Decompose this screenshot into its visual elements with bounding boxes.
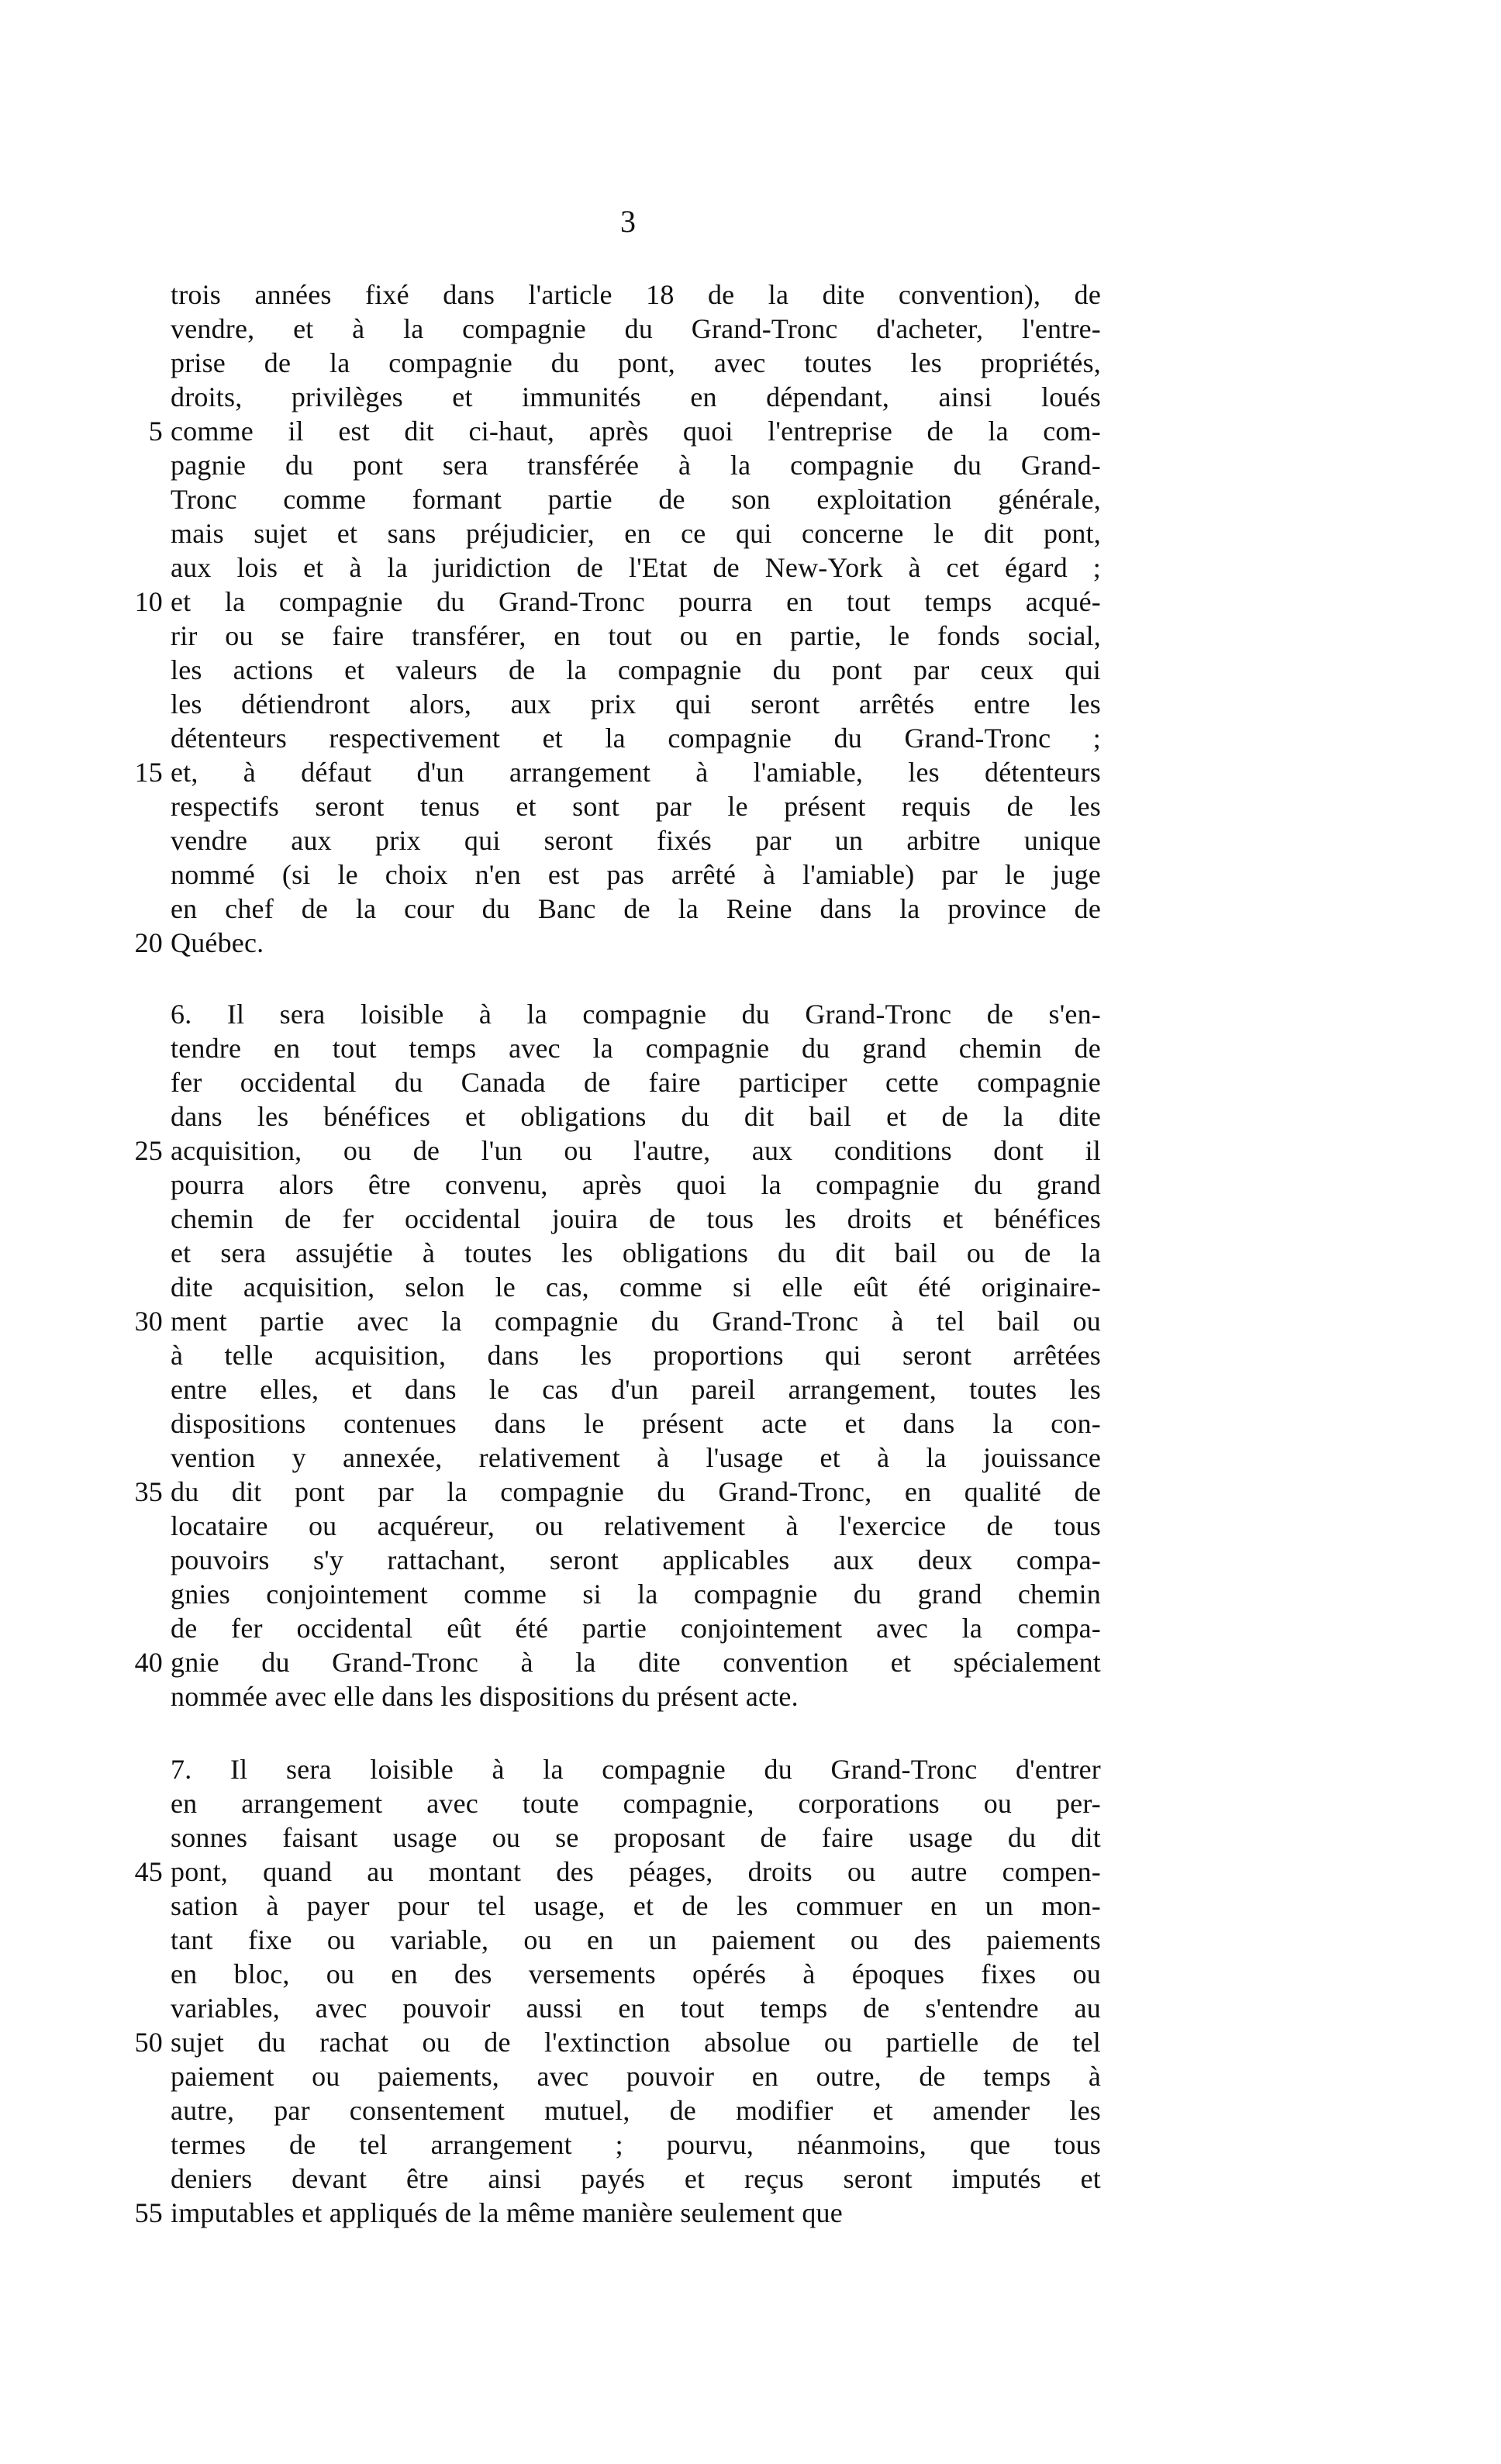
text-line bbox=[171, 1991, 1101, 2025]
text-line bbox=[134, 585, 1101, 619]
line-number: 5 bbox=[148, 416, 163, 447]
line-text: sonnes faisant usage ou se proposant de faire usage du dit bbox=[171, 1822, 1101, 1853]
text-line bbox=[171, 278, 1101, 312]
line-text: et, à défaut d'un arrangement à l'amiable, les détenteurs bbox=[171, 757, 1101, 788]
line-text: pourra alors être convenu, après quoi la compagnie du grand bbox=[171, 1169, 1101, 1200]
line-text: Tronc comme formant partie de son exploitation générale, bbox=[171, 484, 1101, 515]
line-text: dite acquisition, selon le cas, comme si elle eût été originaire- bbox=[171, 1272, 1101, 1303]
line-text: gnie du Grand-Tronc à la dite convention et spécialement bbox=[171, 1647, 1101, 1678]
line-text: dispositions contenues dans le présent acte et dans la con- bbox=[171, 1408, 1101, 1439]
text-line bbox=[171, 448, 1101, 482]
text-line bbox=[171, 653, 1101, 687]
text-line bbox=[171, 687, 1101, 721]
line-text: et sera assujétie à toutes les obligations du dit bail ou de la bbox=[171, 1237, 1101, 1268]
line-text: à telle acquisition, dans les proportions qui seront arrêtées bbox=[171, 1340, 1101, 1371]
line-text: chemin de fer occidental jouira de tous les droits et bénéfices bbox=[171, 1203, 1101, 1234]
line-text: en arrangement avec toute compagnie, corporations ou per- bbox=[171, 1788, 1101, 1819]
line-text: droits, privilèges et immunités en dépendant, ainsi loués bbox=[171, 381, 1101, 412]
text-line bbox=[171, 1611, 1101, 1645]
text-line bbox=[171, 1786, 1101, 1820]
line-text: du dit pont par la compagnie du Grand-Tronc, en qualité de bbox=[171, 1476, 1101, 1507]
text-line bbox=[171, 1372, 1101, 1406]
line-number: 20 bbox=[134, 927, 163, 958]
line-text: mais sujet et sans préjudicier, en ce qui concerne le dit pont, bbox=[171, 518, 1101, 549]
text-line bbox=[171, 1509, 1101, 1543]
text-line bbox=[171, 1236, 1101, 1270]
text-line bbox=[171, 789, 1101, 823]
line-text: comme il est dit ci-haut, après quoi l'entreprise de la com- bbox=[171, 416, 1101, 447]
line-text: locataire ou acquéreur, ou relativement à l'exercice de tous bbox=[171, 1510, 1101, 1541]
line-text: pagnie du pont sera transférée à la compagnie du Grand- bbox=[171, 450, 1101, 481]
line-text: et la compagnie du Grand-Tronc pourra en tout temps acqué- bbox=[171, 586, 1101, 617]
text-line bbox=[171, 2162, 1101, 2196]
line-number: 55 bbox=[134, 2197, 163, 2228]
line-text: acquisition, ou de l'un ou l'autre, aux conditions dont il bbox=[171, 1135, 1101, 1166]
text-line bbox=[171, 550, 1101, 585]
line-text: aux lois et à la juridiction de l'Etat de New-York à cet égard ; bbox=[171, 552, 1101, 583]
text-line bbox=[171, 858, 1101, 892]
line-number: 45 bbox=[134, 1856, 163, 1887]
text-line bbox=[171, 1168, 1101, 1202]
text-line bbox=[134, 1134, 1101, 1168]
line-text: vention y annexée, relativement à l'usage et à la jouissance bbox=[171, 1442, 1101, 1473]
paragraph-3 bbox=[134, 1752, 1101, 2230]
text-line bbox=[171, 380, 1101, 414]
line-text: les détiendront alors, aux prix qui seront arrêtés entre les bbox=[171, 688, 1101, 720]
line-text: de fer occidental eût été partie conjointement avec la compa- bbox=[171, 1613, 1101, 1644]
text-line bbox=[171, 1752, 1101, 1786]
line-text: tendre en tout temps avec la compagnie du grand chemin de bbox=[171, 1033, 1101, 1064]
text-line bbox=[171, 346, 1101, 380]
text-line bbox=[134, 926, 1101, 960]
line-text: respectifs seront tenus et sont par le présent requis de les bbox=[171, 791, 1101, 822]
line-text: fer occidental du Canada de faire participer cette compagnie bbox=[171, 1067, 1101, 1098]
text-line bbox=[171, 1406, 1101, 1441]
page-number: 3 bbox=[620, 204, 636, 239]
line-text: ment partie avec la compagnie du Grand-Tronc à tel bail ou bbox=[171, 1306, 1101, 1337]
text-line bbox=[171, 1679, 1101, 1713]
line-text: dans les bénéfices et obligations du dit bail et de la dite bbox=[171, 1101, 1101, 1132]
text-line bbox=[134, 2196, 1101, 2230]
text-line bbox=[171, 1889, 1101, 1923]
text-line bbox=[171, 1957, 1101, 1991]
line-text: 7. Il sera loisible à la compagnie du Grand-Tronc d'entrer bbox=[171, 1754, 1101, 1785]
text-line bbox=[134, 1304, 1101, 1338]
text-line bbox=[171, 1820, 1101, 1855]
line-text: en bloc, ou en des versements opérés à époques fixes ou bbox=[171, 1958, 1101, 1989]
line-text: autre, par consentement mutuel, de modifier et amender les bbox=[171, 2095, 1101, 2126]
line-number: 15 bbox=[134, 757, 163, 788]
line-text: détenteurs respectivement et la compagnie du Grand-Tronc ; bbox=[171, 723, 1101, 754]
text-line bbox=[171, 1270, 1101, 1304]
line-number: 30 bbox=[134, 1306, 163, 1337]
line-text: vendre aux prix qui seront fixés par un arbitre unique bbox=[171, 825, 1101, 856]
text-line bbox=[134, 1855, 1101, 1889]
text-line bbox=[171, 2059, 1101, 2093]
text-line bbox=[134, 755, 1101, 789]
text-line bbox=[171, 823, 1101, 858]
text-line bbox=[171, 1031, 1101, 1065]
text-line bbox=[171, 1099, 1101, 1134]
text-line bbox=[171, 619, 1101, 653]
text-line bbox=[148, 414, 1101, 448]
line-text: entre elles, et dans le cas d'un pareil arrangement, toutes les bbox=[171, 1374, 1101, 1405]
text-line bbox=[134, 1475, 1101, 1509]
text-line bbox=[171, 892, 1101, 926]
text-line bbox=[134, 1645, 1101, 1679]
line-text: Québec. bbox=[171, 927, 264, 958]
text-line bbox=[171, 1441, 1101, 1475]
paragraph-1 bbox=[134, 278, 1101, 960]
text-line bbox=[171, 2128, 1101, 2162]
line-text: tant fixe ou variable, ou en un paiement ou des paiements bbox=[171, 1924, 1101, 1955]
line-text: termes de tel arrangement ; pourvu, néanmoins, que tous bbox=[171, 2129, 1101, 2160]
text-line bbox=[171, 482, 1101, 516]
text-line bbox=[171, 312, 1101, 346]
line-text: pouvoirs s'y rattachant, seront applicables aux deux compa- bbox=[171, 1544, 1101, 1575]
line-text: les actions et valeurs de la compagnie du pont par ceux qui bbox=[171, 654, 1101, 685]
line-text: variables, avec pouvoir aussi en tout temps de s'entendre au bbox=[171, 1993, 1101, 2024]
line-text: vendre, et à la compagnie du Grand-Tronc d'acheter, l'entre- bbox=[171, 313, 1101, 344]
text-line bbox=[171, 997, 1101, 1031]
line-number: 10 bbox=[134, 586, 163, 617]
text-line bbox=[171, 1202, 1101, 1236]
line-text: paiement ou paiements, avec pouvoir en outre, de temps à bbox=[171, 2061, 1101, 2092]
line-text: rir ou se faire transférer, en tout ou en partie, le fonds social, bbox=[171, 620, 1101, 651]
line-text: gnies conjointement comme si la compagnie du grand chemin bbox=[171, 1579, 1101, 1610]
line-number: 50 bbox=[134, 2027, 163, 2058]
line-text: nommée avec elle dans les dispositions du présent acte. bbox=[171, 1681, 799, 1712]
text-line bbox=[171, 721, 1101, 755]
line-text: sujet du rachat ou de l'extinction absolue ou partielle de tel bbox=[171, 2027, 1101, 2058]
paragraph-2 bbox=[134, 997, 1101, 1713]
line-number: 25 bbox=[134, 1135, 163, 1166]
text-line bbox=[171, 2093, 1101, 2128]
line-text: prise de la compagnie du pont, avec toutes les propriétés, bbox=[171, 347, 1101, 378]
line-text: trois années fixé dans l'article 18 de la dite convention), de bbox=[171, 279, 1101, 310]
line-text: deniers devant être ainsi payés et reçus seront imputés et bbox=[171, 2163, 1101, 2194]
line-text: pont, quand au montant des péages, droits ou autre compen- bbox=[171, 1856, 1101, 1887]
text-line bbox=[171, 1543, 1101, 1577]
line-number: 35 bbox=[134, 1476, 163, 1507]
line-text: imputables et appliqués de la même manière seulement que bbox=[171, 2197, 843, 2228]
text-line bbox=[171, 1923, 1101, 1957]
line-text: sation à payer pour tel usage, et de les commuer en un mon- bbox=[171, 1890, 1101, 1921]
line-text: 6. Il sera loisible à la compagnie du Grand-Tronc de s'en- bbox=[171, 999, 1101, 1030]
text-line bbox=[171, 1065, 1101, 1099]
text-line bbox=[171, 1577, 1101, 1611]
text-line bbox=[134, 2025, 1101, 2059]
text-line bbox=[171, 516, 1101, 550]
line-number: 40 bbox=[134, 1647, 163, 1678]
line-text: en chef de la cour du Banc de la Reine dans la province de bbox=[171, 893, 1101, 924]
text-line bbox=[171, 1338, 1101, 1372]
line-text: nommé (si le choix n'en est pas arrêté à l'amiable) par le juge bbox=[171, 859, 1101, 890]
